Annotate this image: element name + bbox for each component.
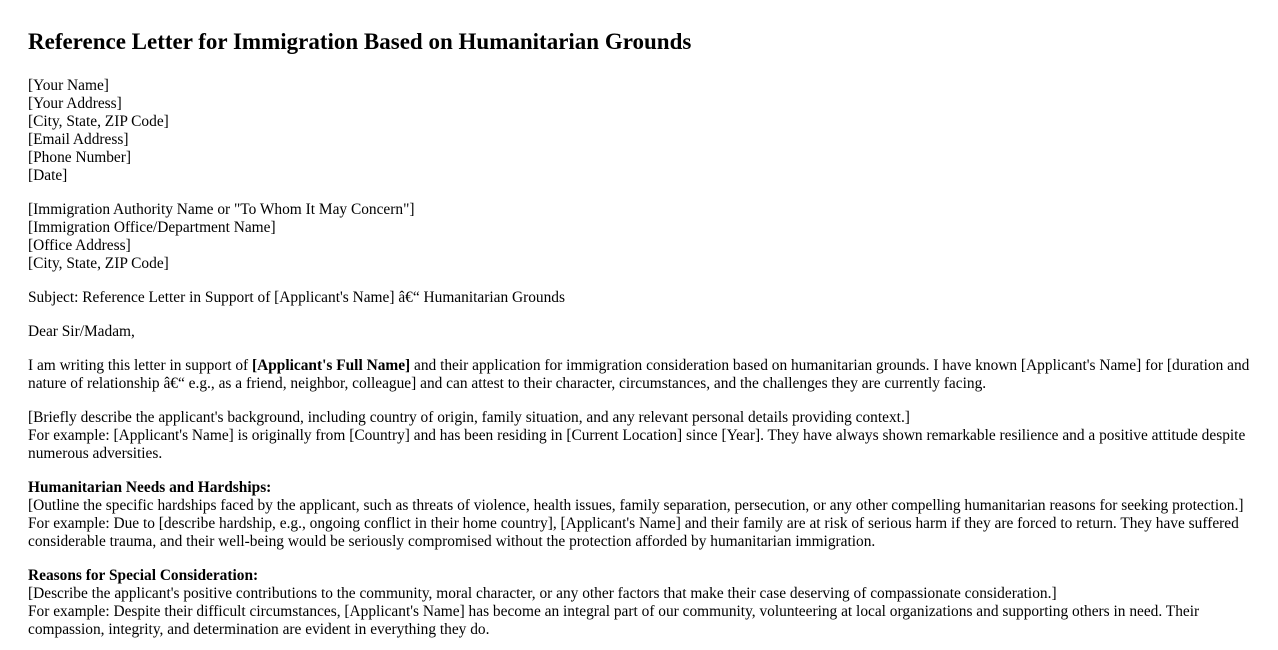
letter-content [28, 28, 1250, 639]
salutation [28, 323, 1250, 341]
background-instruction: [Briefly describe the applicant's background, including country of origin, family situation, and any relevant personal details providing context.] [28, 409, 910, 426]
sender-email: [Email Address] [28, 131, 129, 148]
page-title: Reference Letter for Immigration Based on Humanitarian Grounds [28, 29, 692, 54]
sender-city: [City, State, ZIP Code] [28, 113, 169, 130]
hardships-section [28, 479, 1250, 551]
applicant-full-name: [Applicant's Full Name] [251, 357, 411, 374]
hardships-heading: Humanitarian Needs and Hardships: [28, 479, 272, 496]
recipient-office: [Immigration Office/Department Name] [28, 219, 276, 236]
reasons-instruction: [Describe the applicant's positive contributions to the community, moral character, or any other factors that make their case deserving of compassionate consideration.] [28, 585, 1057, 602]
sender-address: [Your Address] [28, 95, 122, 112]
reasons-heading: Reasons for Special Consideration: [28, 567, 259, 584]
sender-block [28, 77, 1250, 185]
sender-phone: [Phone Number] [28, 149, 132, 166]
intro-paragraph [28, 357, 1250, 393]
intro-before: I am writing this letter in support of [28, 357, 252, 374]
subject-text: Subject: Reference Letter in Support of [Applicant's Name] â€“ Humanitarian Grounds [28, 289, 565, 306]
reasons-section [28, 567, 1250, 639]
recipient-city: [City, State, ZIP Code] [28, 255, 169, 272]
background-paragraph [28, 409, 1250, 463]
sender-name: [Your Name] [28, 77, 109, 94]
sender-date: [Date] [28, 167, 68, 184]
recipient-authority: [Immigration Authority Name or "To Whom It May Concern"] [28, 201, 415, 218]
reasons-example: For example: Despite their difficult circumstances, [Applicant's Name] has become an integral part of our community, volunteering at local organizations and supporting others in need. Their compassion, integrity, and determination are evident in everything they do. [28, 603, 1200, 638]
subject-line [28, 289, 1250, 307]
intro-after: and their application for immigration consideration based on humanitarian grounds. I have known [Applicant's Name] for [duration and nature of relationship â€“ e.g., as a friend, neighbor, colleague] and can attest to their character, circumstances, and the challenges they are currently facing. [28, 357, 1250, 392]
salutation-text: Dear Sir/Madam, [28, 323, 135, 340]
background-example: For example: [Applicant's Name] is originally from [Country] and has been residing in [Current Location] since [Year]. They have always shown remarkable resilience and a positive attitude despite numerous adversities. [28, 427, 1246, 462]
recipient-block [28, 201, 1250, 273]
intro-text [28, 357, 1250, 393]
recipient-address: [Office Address] [28, 237, 131, 254]
hardships-instruction: [Outline the specific hardships faced by the applicant, such as threats of violence, health issues, family separation, persecution, or any other compelling humanitarian reasons for seeking protection.] [28, 497, 1244, 514]
hardships-example: For example: Due to [describe hardship, e.g., ongoing conflict in their home country], [Applicant's Name] and their family are at risk of serious harm if they are forced to return. They have suffered considerable trauma, and their well-being would be seriously compromised without the protection afforded by humanitarian immigration. [28, 515, 1239, 550]
